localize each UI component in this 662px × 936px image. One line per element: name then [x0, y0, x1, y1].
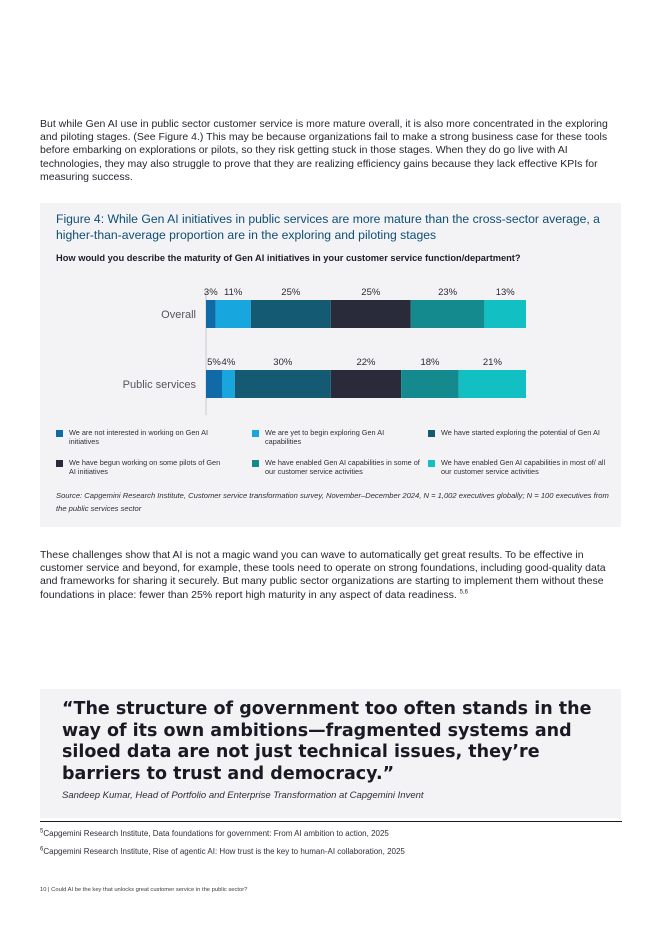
footnote-6: [40, 847, 620, 856]
footnote-number: 5: [40, 828, 44, 835]
category-label: Public services: [122, 379, 196, 391]
footnote-5: [40, 829, 620, 838]
quote-text: “The structure of government too often stands in the way of its own ambitions—fragmented systems and siloed data are not just technical issues, they’re barriers to trust and democracy.”: [62, 699, 592, 784]
bar-segment: [401, 370, 459, 398]
legend-swatch: [428, 430, 435, 437]
chart-legend: [56, 429, 616, 481]
intro-paragraph: But while Gen AI use in public sector customer service is more mature overall, it is also more concentrated in the exploring and piloting stages. (See Figure 4.) This may be because organizations fail to make a strong business case for these tools before embarking on explorations or pilots, so they risk getting stuck in those stages. When they do go live with AI technologies, they may also struggle to prove that they are realizing efficiency gains because they lack effective KPIs for measuring success.: [40, 118, 608, 183]
bar-segment: [235, 370, 331, 398]
data-label: 30%: [273, 357, 293, 368]
bar-segment: [331, 300, 411, 328]
second-paragraph-text: These challenges show that AI is not a magic wand you can wave to automatically get great results. To be effective in customer service and beyond, for example, these tools need to operate on strong foundations, including good-quality data and frameworks for sharing it securely. But many public sector organizations are starting to implement them without these foundations in place: fewer than 25% report high maturity in any aspect of data readiness.: [40, 549, 606, 601]
legend-item: [56, 459, 226, 476]
footnote-text: Capgemini Research Institute, Data foundations for government: From AI ambition to action, 2025: [43, 829, 389, 838]
bar-segment: [484, 300, 526, 328]
category-label: Overall: [161, 309, 196, 321]
legend-item: [428, 429, 614, 438]
quote-attribution: Sandeep Kumar, Head of Portfolio and Enterprise Transformation at Capgemini Invent: [62, 790, 424, 801]
footnote-text: Capgemini Research Institute, Rise of agentic AI: How trust is the key to human-AI collaboration, 2025: [43, 847, 405, 856]
data-label: 3%: [203, 287, 218, 298]
legend-swatch: [428, 460, 435, 467]
legend-swatch: [56, 430, 63, 437]
legend-item: [428, 459, 614, 476]
footnote-divider: [40, 821, 622, 822]
legend-label: We have enabled Gen AI capabilities in most of/ all our customer service activities: [441, 458, 606, 476]
bar-segment: [216, 300, 251, 328]
data-label: 22%: [356, 357, 376, 368]
maturity-stacked-bar-chart: [40, 203, 621, 427]
figure-4: [40, 203, 621, 527]
bar-segment: [222, 370, 235, 398]
legend-item: [252, 459, 422, 476]
quote-box: [40, 689, 621, 818]
figure-title: Figure 4: While Gen AI initiatives in public services are more mature than the cross-sector average, a higher-than-average proportion are in the exploring and piloting stages: [56, 212, 600, 242]
bar-segment: [331, 370, 401, 398]
data-label: 21%: [482, 357, 502, 368]
legend-item: [252, 429, 422, 446]
legend-label: We are yet to begin exploring Gen AI capabilities: [265, 428, 385, 446]
legend-label: We have started exploring the potential of Gen AI: [441, 428, 600, 437]
legend-label: We have begun working on some pilots of Gen AI initiatives: [69, 458, 221, 476]
legend-swatch: [252, 430, 259, 437]
second-paragraph: [40, 549, 620, 602]
data-label: 18%: [420, 357, 440, 368]
bar-segment: [206, 370, 222, 398]
data-label: 11%: [224, 287, 243, 298]
data-label: 5%: [207, 357, 221, 368]
footnote-number: 6: [40, 846, 44, 853]
footnote-refs: 5,6: [459, 589, 469, 596]
page-footer: 10 | Could AI be the key that unlocks great customer service in the public sector?: [40, 887, 248, 893]
legend-label: We are not interested in working on Gen AI initiatives: [69, 428, 208, 446]
legend-label: We have enabled Gen AI capabilities in some of our customer service activities: [265, 458, 420, 476]
legend-swatch: [56, 460, 63, 467]
bar-segment: [206, 300, 216, 328]
bar-segment: [251, 300, 331, 328]
data-label: 13%: [495, 287, 515, 298]
legend-item: [56, 429, 226, 446]
data-label: 25%: [361, 287, 381, 298]
data-label: 23%: [438, 287, 458, 298]
figure-question: How would you describe the maturity of Gen AI initiatives in your customer service function/department?: [56, 253, 521, 263]
figure-source: Source: Capgemini Research Institute, Customer service transformation survey, November–December 2024, N = 1,002 executives globally; N = 100 executives from the public services sector: [56, 491, 609, 513]
data-label: 4%: [221, 357, 236, 368]
data-label: 25%: [281, 287, 301, 298]
bar-segment: [411, 300, 485, 328]
bar-segment: [459, 370, 526, 398]
legend-swatch: [252, 460, 259, 467]
